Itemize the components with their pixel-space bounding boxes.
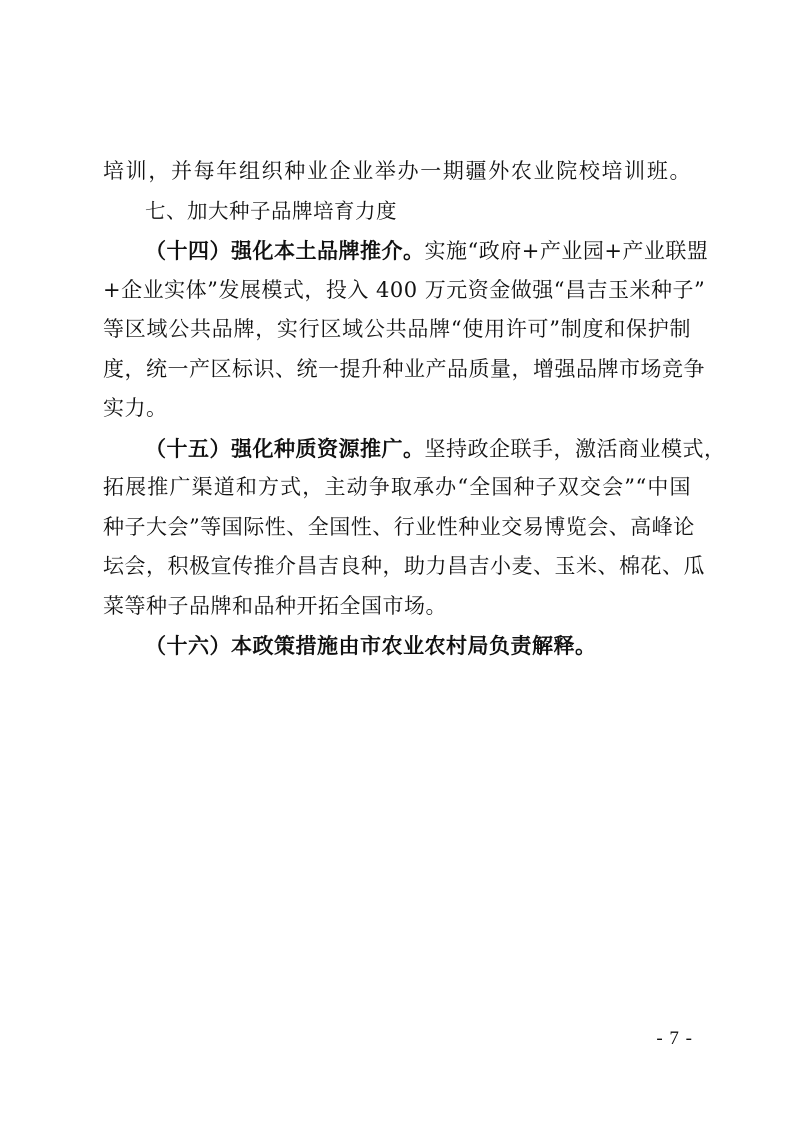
paragraph-line — [103, 626, 691, 666]
paragraph-line — [103, 587, 691, 627]
paragraph-line — [103, 468, 691, 508]
text-line: 实力。 — [103, 396, 168, 420]
document-body — [103, 152, 726, 666]
text-line: 拓展推广渠道和方式，主动争取承办“全国种子双交会”“中国 — [103, 475, 691, 499]
text-line: 度，统一产区标识、统一提升种业产品质量，增强品牌市场竞争 — [103, 356, 705, 381]
text-line: 坚持政企联手，激活商业模式， — [424, 436, 726, 461]
text-line: 实施“政府+产业园+产业联盟 — [424, 239, 709, 263]
section-heading-text: 七、加大种子品牌培育力度 — [145, 198, 397, 223]
paragraph-line — [103, 389, 691, 429]
clause-title: （十五）强化种质资源推广。 — [145, 435, 425, 461]
paragraph-line — [103, 310, 691, 350]
clause-title: （十四）强化本土品牌推介。 — [145, 238, 425, 263]
section-heading — [103, 192, 691, 232]
page-number: - 7 - — [656, 1028, 693, 1049]
paragraph-line — [103, 547, 705, 587]
paragraph-line — [103, 231, 709, 271]
text-line: 等区域公共品牌，实行区域公共品牌“使用许可”制度和保护制 — [103, 317, 691, 341]
paragraph-line — [103, 271, 706, 311]
text-line: 种子大会”等国际性、全国性、行业性种业交易博览会、高峰论 — [103, 514, 695, 539]
paragraph-line — [103, 508, 695, 548]
clause-title: （十六）本政策措施由市农业农村局负责解释。 — [145, 633, 597, 658]
paragraph-line — [103, 350, 705, 390]
text-line: 菜等种子品牌和品种开拓全国市场。 — [103, 593, 447, 618]
text-line: 培训，并每年组织种业企业举办一期疆外农业院校培训班。 — [103, 159, 691, 183]
text-line: 坛会，积极宣传推介昌吉良种，助力昌吉小麦、玉米、棉花、瓜 — [103, 554, 705, 578]
paragraph-line — [103, 152, 691, 192]
paragraph-line — [103, 429, 726, 469]
text-line: +企业实体”发展模式，投入 400 万元资金做强“昌吉玉米种子” — [103, 277, 706, 302]
